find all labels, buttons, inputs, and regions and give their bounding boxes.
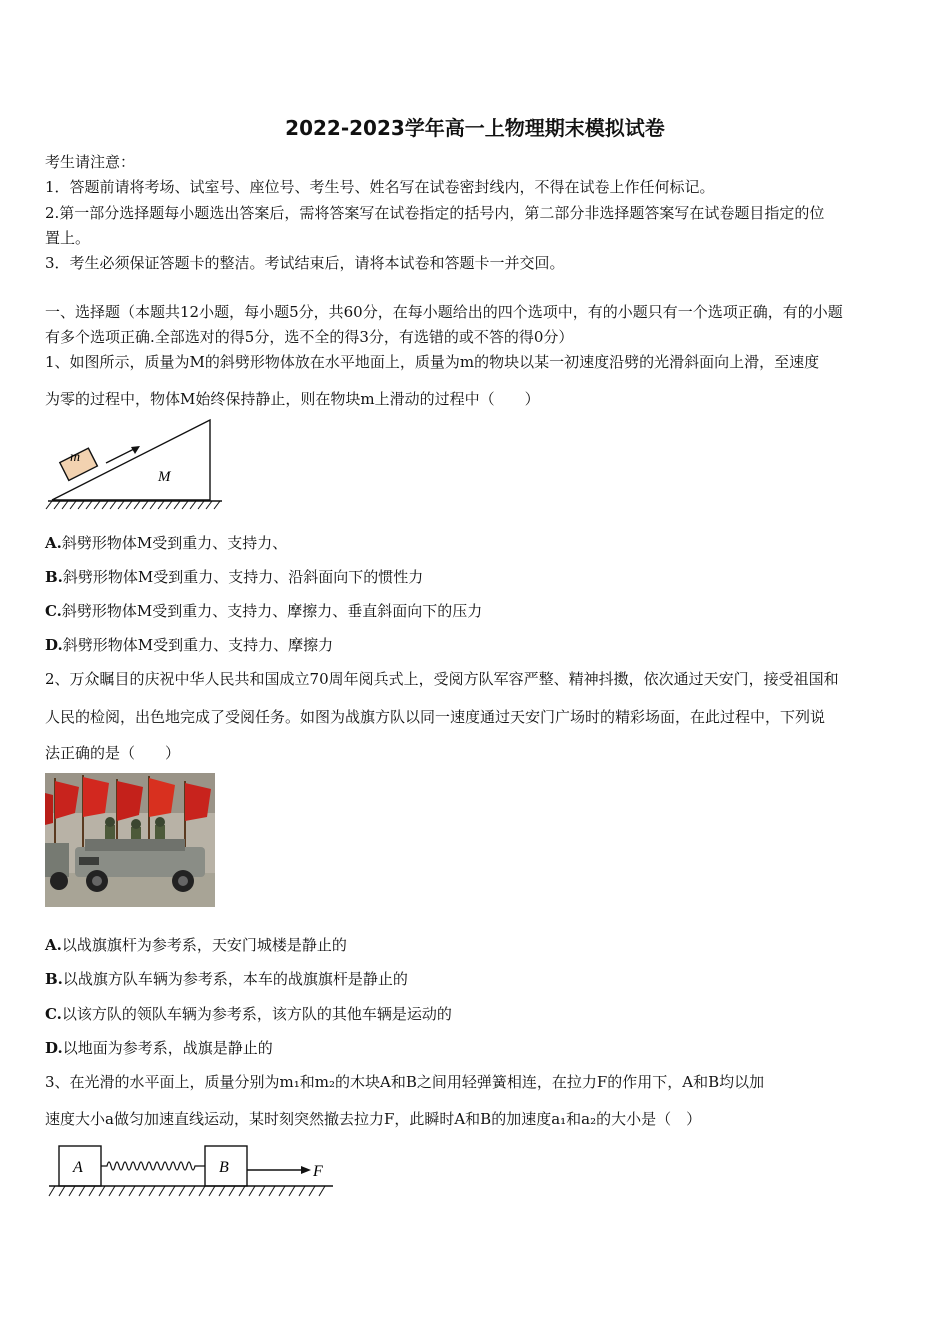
question-1-text: 为零的过程中，物体M始终保持静止，则在物块m上滑动的过程中（ ） — [45, 390, 540, 408]
label-b: B — [219, 1159, 229, 1176]
notice-heading: 考生请注意： — [45, 153, 136, 171]
notice-item: 1．答题前请将考场、试室号、座位号、考生号、姓名写在试卷密封线内，不得在试卷上作任何标记。 — [45, 178, 715, 196]
option-c: C.斜劈形物体M受到重力、支持力、摩擦力、垂直斜面向下的压力 — [45, 602, 483, 620]
label-M: M — [158, 469, 171, 485]
label-m: m — [70, 450, 81, 465]
label-f: F — [313, 1163, 323, 1180]
question-3-text: 3、在光滑的水平面上，质量分别为m₁和m₂的木块A和B之间用轻弹簧相连，在拉力F的作用下，A和B均以加 — [45, 1073, 765, 1091]
option-d: D.以地面为参考系，战旗是静止的 — [45, 1039, 273, 1057]
option-c: C.以该方队的领队车辆为参考系，该方队的其他车辆是运动的 — [45, 1005, 452, 1023]
notice-item: 置上。 — [45, 229, 91, 247]
spring — [101, 1162, 205, 1170]
notice-item: 3．考生必须保证答题卡的整洁。考试结束后，请将本试卷和答题卡一并交回。 — [45, 254, 565, 272]
label-a: A — [73, 1159, 83, 1176]
option-d: D.斜劈形物体M受到重力、支持力、摩擦力 — [45, 636, 334, 654]
section-instructions: 一、选择题（本题共12小题，每小题5分，共60分，在每小题给出的四个选项中，有的小题只有一个选项正确，有的小题 — [45, 303, 843, 321]
option-a: A.斜劈形物体M受到重力、支持力、 — [45, 534, 288, 552]
parade-photo — [45, 773, 215, 907]
ground-hatch — [46, 501, 220, 509]
section-instructions: 有多个选项正确.全部选对的得5分，选不全的得3分，有选错的或不答的得0分） — [45, 328, 574, 346]
question-1-text: 1、如图所示，质量为M的斜劈形物体放在水平地面上，质量为m的物块以某一初速度沿劈的光滑斜面向上滑，至速度 — [45, 353, 820, 371]
option-a: A.以战旗旗杆为参考系，天安门城楼是静止的 — [45, 936, 347, 954]
question-2-text: 2、万众瞩目的庆祝中华人民共和国成立70周年阅兵式上，受阅方队军容严整、精神抖擞，依次通过天安门，接受祖国和 — [45, 670, 839, 688]
notice-item: 2.第一部分选择题每小题选出答案后，需将答案写在试卷指定的括号内，第二部分非选择题答案写在试卷题目指定的位 — [45, 204, 825, 222]
question-2-text: 法正确的是（ ） — [45, 744, 181, 762]
incline-figure — [40, 415, 230, 515]
force-arrow-head — [301, 1166, 311, 1174]
page-title: 2022-2023学年高一上物理期末模拟试卷 — [285, 116, 665, 140]
question-3-text: 速度大小a做匀加速直线运动，某时刻突然撤去拉力F，此瞬时A和B的加速度a₁和a₂的大小是（ ） — [45, 1110, 702, 1128]
question-2-text: 人民的检阅，出色地完成了受阅任务。如图为战旗方队以同一速度通过天安门广场时的精彩场面，在此过程中，下列说 — [45, 708, 826, 726]
option-b: B.以战旗方队车辆为参考系，本车的战旗旗杆是静止的 — [45, 970, 408, 988]
spring-figure — [45, 1140, 345, 1205]
ground-hatch — [49, 1186, 325, 1196]
option-b: B.斜劈形物体M受到重力、支持力、沿斜面向下的惯性力 — [45, 568, 424, 586]
